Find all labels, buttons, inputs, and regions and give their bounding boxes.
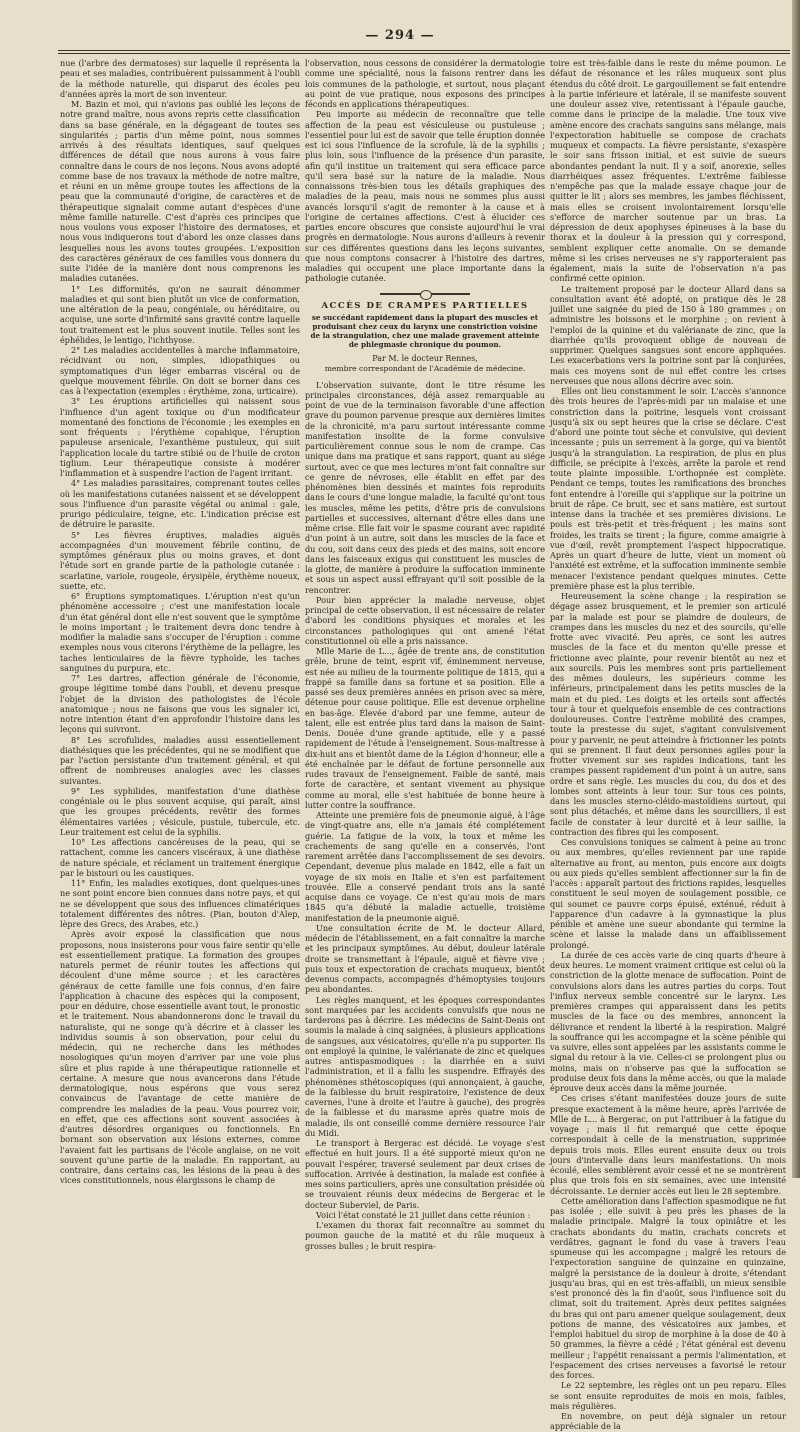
paragraph: nue (l'arbre des dermatoses) sur laquelle il représenta la peau et ses maladies, contribuèrent puissamment à l'oubli de la méthode naturelle, qui disparut des écoles peu d'années après la mort de son inventeur. — [60, 58, 300, 99]
paragraph: Atteinte une première fois de pneumonie aiguë, à l'âge de vingt-quatre ans, elle n'a jamais été complétement guérie. La fatigue de la voix, la toux et même les crachements de sang qu'elle en a conservés, l'ont rarement arrêtée dans l'accomplissement de ses devoirs. Cependant, devenue plus malade en 1842, elle a fait un voyage de six mois en Italie et s'en est parfaitement trouvée. Elle a conservé pendant trois ans la santé acquise dans ce voyage. Ce n'est qu'au mois de mars 1845 qu'a débuté la maladie actuelle, troisième manifestation de la pneumonie aiguë. — [305, 810, 545, 923]
paragraph: 1° Les difformités, qu'on ne saurait dénommer maladies et qui sont bien plutôt un vice de conformation, une altération de la peau, congéniale, ou héréditaire, ou acquise, une sorte d'infirmité sans gravité contre laquelle tout traitement est le plus souvent inutile. Telles sont les éphélides, le lentigo, l'ichthyose. — [60, 283, 300, 345]
paragraph: 4° Les maladies parasitaires, comprenant toutes celles où les manifestations cutanées naissent et se développent sous l'influence d'un parasite végétal ou animal : gale, prurigo pédiculaire, teigne, etc. L'indication précise est de détruire le parasite. — [60, 478, 300, 530]
paragraph: 11° Enfin, les maladies exotiques, dont quelques-unes ne sont point encore bien connues dans notre pays, et qui ne se développent que sous des influences climatériques totalement différentes des nôtres. (Pian, bouton d'Alep, lèpre des Grecs, des Arabes, etc.) — [60, 878, 300, 929]
paragraph: 6° Éruptions symptomatiques. L'éruption n'est qu'un phénomène accessoire ; c'est une manifestation locale d'un état général dont elle n'est souvent que le symptôme le moins important ; le traitement devra donc tendre à modifier la maladie sans s'occuper de l'éruption : comme exemples nous vous citerons l'érythème de la pellagre, les taches lenticulaires de la fièvre typhoïde, les taches sanguines du purpura, etc. — [60, 591, 300, 673]
article-author: Par M. le docteur Rennes, — [372, 354, 478, 363]
column-middle — [305, 58, 545, 1251]
paragraph: La durée de ces accès varie de cinq quarts d'heure à deux heures. Le moment vraiment critique est celui où la constriction de la glotte menace de suffocation. Point de convulsions alors dans les autres parties du corps. Tout l'influx nerveux semble concentré sur le larynx. Les premières crampes qui apparaissent dans les petits muscles de la face ou des membres, annoncent la délivrance et rendent la liberté à la respiration. Malgré la souffrance qui les accompagne et la scène pénible qui va suivre, elles sont appelées par les assistants comme le signal du retour à la vie. Celles-ci se prolongent plus ou moins, mais on n'observe pas que la suffocation se produise deux fois dans la même accès, ou que la malade éprouve deux accès dans la même journée. — [550, 949, 786, 1093]
paragraph: Les règles manquent, et les époques correspondantes sont marquées par les accidents convulsifs que nous ne tarderons pas à décrire. Les médecins de Saint-Denis ont soumis la malade à cinq saignées, à plusieurs applications de sangsues, aux vésicatoires, qu'elle n'a pu supporter. Ils ont employé la quinine, le valérianate de zinc et quelques autres antispasmodiques : la diarrhée en a suivi l'administration, et il a fallu les suspendre. Effrayés des phénomènes sthétoscopiques (qui annonçaient, à gauche, de la faiblesse du bruit respiratoire, l'existence de deux cavernes, l'une à droite et l'autre à gauche), des progrès de la faiblesse et du marasme après quatre mois de maladie, ils ont conseillé comme dernière ressource l'air du Midi. — [305, 994, 545, 1138]
paragraph: 2° Les maladies accidentelles à marche inflammatoire, récidivant ou non, simples, idiopathiques ou symptomatiques d'un léger embarras viscéral ou de quelque mouvement fébrile. On doit se borner dans ces cas à l'expectation (exemples : érythème, zona, urticaire). — [60, 345, 300, 396]
paragraph: l'observation, nous cessons de considérer la dermatologie comme une spécialité, nous la faisons rentrer dans les lois communes de la pathologie, et surtout, nous plaçant au point de vue pratique, nous exposons des principes féconds en applications thérapeutiques. — [305, 58, 545, 109]
paragraph: Après avoir exposé la classification que nous proposons, nous insisterons pour vous faire sentir qu'elle est essentiellement pratique. La formation des groupes naturels permet de réunir toutes les affections qui découlent d'une même source ; et les caractères généraux de cette famille une fois connus, d'en faire l'application à chacune des espèces qui la composent, pour en déduire, chose essentielle avant tout, le pronostic et le traitement. Nous abandonnerons donc le travail du naturaliste, qui ne songe qu'à décrire et à classer les individus soumis à son observation, pour celui du médecin, qui ne recherche dans les méthodes nosologiques qu'un moyen d'arriver par une voie plus sûre et plus rapide à une thérapeutique rationnelle et certaine. A mesure que nous avancerons dans l'étude dermatologique, nous espérons que vous serez convaincus de l'avantage de cette manière de comprendre les maladies de la peau. Vous pourrez voir, en effet, que ces affections sont souvent associées à d'autres désordres organiques ou fonctionnels. En bornant son observation aux lésions externes, comme l'avaient fait les partisans de l'école anglaise, on ne voit souvent qu'une partie de la maladie. En rapportant, au contraire, dans certains cas, les lésions de la peau à des vices constitutionnels, nous élargissons le champ de — [60, 929, 300, 1186]
paragraph: Le traitement proposé par le docteur Allard dans sa consultation avant été adopté, on pratique dès le 28 juillet une saignée du pied de 150 à 180 grammes ; on administre les boissons et le morphine ; on revient à l'emploi de la quinine et du valérianate de zinc, que la diarrhée qu'ils provoquent oblige de nouveau de supprimer. Quelques sangsues sont encore appliquées. Les exacerbations vers la poitrine sont par là conjurées, mais ces moyens sont de nul effet contre les crises nerveuses que nous allons décrire avec soin. — [550, 283, 786, 386]
column-right — [550, 58, 786, 1432]
paragraph: Elles ont lieu constamment le soir. L'accès s'annonce dès trois heures de l'après-midi par un malaise et une constriction dans la poitrine, lesquels vont croissant jusqu'à six ou sept heures que la crise se déclare. C'est d'abord une pointe tout sèche et convulsive, qui devient incessante ; puis un serrement à la gorge, qui va bientôt jusqu'à la strangulation. La respiration, de plus en plus difficile, se précipite à l'excès, arrête la parole et rend toute plainte impossible. L'orthopnée est complète. Pendant ce temps, toutes les ramifications des bronches font entendre à l'oreille qui s'applique sur la poitrine un bruit de râpe. Ce bruit, sec et sans matière, est surtout intense dans la trachée et ses premières divisions. Le pouls est très-petit et très-fréquent ; les mains sont froides, les traits se tirent ; la figure, comme amaigrie à vue d'œil, revêt promptement l'aspect hippocratique. Après un quart d'heure de lutte, vient un moment où l'anxiété est extrême, et la suffocation imminente semble menacer l'existence pendant quelques minutes. Cette première phase est la plus terrible. — [550, 386, 786, 591]
paragraph: Mlle Marie de L..., âgée de trente ans, de constitution grêle, brune de teint, esprit vif, éminemment nerveuse, est née au milieu de la tourmente politique de 1815, qui a frappé sa famille dans sa fortune et sa position. Elle a passé ses deux premières années en prison avec sa mère, détenue pour cause politique. Elle est devenue orpheline en bas-âge. Élevée d'abord par une femme, auteur de talent, elle est entrée plus tard dans la maison de Saint-Denis. Douée d'une grande aptitude, elle y a passé rapidement de l'étude à l'enseignement. Sous-maîtresse à dix-huit ans et bientôt dame de la Légion d'honneur, elle a été enchaînée par le défaut de fortune personnelle aux rudes travaux de l'enseignement. Faible de santé, mais forte de caractère, et sentant vivement au physique comme au moral, elle s'est habituée de bonne heure à lutter contre la souffrance. — [305, 646, 545, 810]
paragraph: Ces convulsions toniques se calment à peine au tronc ou aux membres, qu'elles reviennent par une rapide alternative au front, au menton, puis encore aux doigts ou aux pieds qu'elles semblent affectionner sur la fin de l'accès : apparaît partout des frictions rapides, lesquelles constituent le seul moyen de soulagement possible, ce qui soumet ce pauvre corps épuisé, exténué, réduit à l'apparence d'un cadavre à la gymnastique la plus pénible et amène une sueur abondante qui termine la scène et laisse la malade dans un affaiblissement prolongé. — [550, 837, 786, 950]
paragraph: 8° Les scrofulides, maladies aussi essentiellement diathésiques que les précédentes, qui ne se modifient que par l'action persistante d'un traitement général, et qui offrent de nombreuses analogies avec les classes suivantes. — [60, 734, 300, 786]
paragraph: En novembre, on peut déjà signaler un retour appréciable de la — [550, 1411, 786, 1432]
paragraph: L'examen du thorax fait reconnaître au sommet du poumon gauche de la matité et du râle muqueux à grosses bulles ; le bruit respira- — [305, 1220, 545, 1251]
paragraph: Une consultation écrite de M. le docteur Allard, médecin de l'établissement, en a fait connaître la marche et les principaux symptômes. Au début, douleur latérale droite se transmettant à l'épaule, aiguë et fièvre vive ; puis toux et expectoration de crachats muqueux, bientôt devenus compacts, accompagnés d'hémoptysies toujours peu abondantes. — [305, 922, 545, 995]
column-left — [60, 58, 300, 1186]
header-rule — [58, 50, 790, 51]
paragraph: 5° Les fièvres éruptives, maladies aiguës accompagnées d'un mouvement fébrile continu, de symptômes généraux plus ou moins graves, et dont l'étude sort en grande partie de la pathologie cutanée : scarlatine, variole, rougeole, érysipèle, érythème noueux, suette, etc. — [60, 529, 300, 591]
paragraph: toire est très-faible dans le reste du même poumon. Le défaut de résonance et les râles muqueux sont plus étendus du côté droit. Le gargouillement se fait entendre à la partie inférieure et latérale, il se manifeste souvent une douleur assez vive, retentissant à l'épaule gauche, comme dans le principe de la maladie. Une toux vive amène encore des crachats sanguins sans mélange, mais l'expectoration habituelle se compose de crachats muqueux et compacts. La fièvre persistante, s'exaspère le soir sans frisson initial, et est suivie de sueurs abondantes pendant la nuit. Il y a soif, anorexie, selles diarrhéiques assez fréquentes. L'extrême faiblesse n'empêche pas que la malade essaye chaque jour de quitter le lit ; alors ses membres, les jambes fléchissent, mais elles se croisent involontairement lorsqu'elle s'efforce de marcher soutenue par un bras. La dépression de deux apophyses épineuses à la base du thorax et la douleur à la pression qui y correspond, semblent expliquer cette anomalie. On se demande même si les crises nerveuses ne s'y rapporteraient pas également, mais la suite de l'observation n'a pas confirmé cette opinion. — [550, 58, 786, 284]
page-number: — 294 — — [365, 28, 435, 43]
paragraph: Heureusement la scène change ; la respiration se dégage assez brusquement, et le premier son articulé par la malade est pour se plaindre de douleurs, de crampes dans les muscles du nez et des sourcils, qu'elle frotte avec vivacité. Peu après, ce sont les autres muscles de la face et du menton qu'elle presse et frictionne avec plainte, pour revenir bientôt au nez et aux sourcils. Puis les membres sont pris partiellement des mêmes douleurs, les supérieurs comme les inférieurs, principalement dans les petits muscles de la main et du pied. Les doigts et les orteils sont affectés tour à tour et quelquefois ensemble de ces contractions douloureuses. Contre l'extrême mobilité des crampes, toute la prestesse du sujet, s'agitant convulsivement pour y parvenir, ne peut atteindre à frictionner les points qui se prennent. Il faut deux personnes agiles pour la frotter vivement sur ses rapides indications, tant les crampes passent rapidement d'un point à un autre, sans ordre et sans règle. Les muscles du cou, du dos et des lombes sont atteints à leur tour. Sur tous ces points, dans les muscles sterno-cléido-mastoïdiens surtout, qui sont plus détachés, et même dans les sourcilliers, il est facile de constater à leur durcité et à leur saillie, la contraction des fibres qui les composent. — [550, 591, 786, 837]
paragraph: Ces crises s'étant manifestées douze jours de suite presque exactement à la même heure, après l'arrivée de Mlle de L... à Bergerac, on put l'attribuer à la fatigue du voyage ; mais il fut remarqué que cette époque correspondait à celle de la menstruation, supprimée depuis trois mois. Elles eurent ensuite deux ou trois jours d'intervalle dans leurs manifestations. Un mois écoulé, elles semblèrent avoir cessé et ne se montrèrent plus que trois fois en six semaines, avec une intensité décroissante. Le dernier accès eut lieu le 28 septembre. — [550, 1093, 786, 1196]
paragraph: Le transport à Bergerac est décidé. Le voyage s'est effectué en huit jours. Il a été supporté mieux qu'on ne pouvait l'espérer, traversé seulement par deux crises de suffocation. Arrivée à destination, la malade est confiée à mes soins particuliers, après une consultation présidée où se trouvaient réunis deux médecins de Bergerac et le docteur Suberviel, de Paris. — [305, 1138, 545, 1210]
article-author-role: membre correspondant de l'Académie de médecine. — [324, 364, 526, 374]
article-title: ACCÈS DE CRAMPES PARTIELLES — [321, 300, 529, 311]
paragraph: 7° Les dartres, affection générale de l'économie, groupe légitime tombé dans l'oubli, et devenu presque l'objet de la division des pathologistes de l'école anatomique ; nous ne faisons que vous les signaler ici, notre intention étant d'en approfondir l'histoire dans les leçons qui suivront. — [60, 673, 300, 735]
paragraph: L'observation suivante, dont le titre résume les principales circonstances, déjà assez remarquable au point de vue de la terminaison favorable d'une affection grave du poumon parvenue presque aux dernières limites de la chronicité, m'a paru surtout intéressante comme manifestation insolite de la forme convulsive particulièrement connue sous le nom de crampe. Cas unique dans ma pratique et sans rapport, quant au siége surtout, avec ce que mes lectures m'ont fait connaître sur ce genre de névroses, elle établit en effet par des phénomènes bien dessinés et maintes fois reproduits dans le cours d'une longue maladie, la faculté qu'ont tous les muscles, même les petits, d'être pris de convulsions partielles et successives, alternant d'être elles dans une même crise. Elle fait voir le spasme courant avec rapidité d'un point à un autre, soit dans les muscles de la face et du cou, soit dans ceux des pieds et des mains, soit encore dans les faisceaux exigus qui constituent les muscles de la glotte, de manière à produire la suffocation imminente et sous un aspect aussi effrayant qu'il soit possible de la rencontrer. — [305, 379, 545, 595]
paragraph: Cette amélioration dans l'affection spasmodique ne fut pas isolée ; elle suivit à peu près les phases de la maladie principale. Malgré la toux opiniâtre et les crachats abondants du matin, crachats concrets et verdâtres, gagnant le fond du vase à travers l'eau spumeuse qui les accompagne ; malgré les retours de l'expectoration sanguine de quinzaine en quinzaine, malgré la persistance de la douleur à droite, s'étendant jusqu'au bras, qui en est très-affaibli, un mieux sensible s'est prononcé dès la fin d'août, sous l'influence soit du climat, soit du traitement. Après deux petites saignées du bras qui ont paru amener quelque soulagement, deux potions de manne, des vésicatoires aux jambes, et l'emploi habituel du sirop de morphine à la dose de 40 à 50 grammes, la fièvre a cédé ; l'état général est devenu meilleur ; l'appétit renaissant a permis l'alimentation, et l'espacement des crises nerveuses a favorisé le retour des forces. — [550, 1195, 786, 1380]
paragraph: M. Bazin et moi, qui n'avions pas oublié les leçons de notre grand maître, nous avons repris cette classification dans sa base générale, en la dégageant de toutes ses singularités ; partis d'un même point, nous sommes arrivés à des résultats identiques, sauf quelques différences de détail que nous aurons à vous faire connaître dans le cours de nos leçons. Nous avons adopté comme base de nos travaux la méthode de notre maître, et réuni en un même groupe toutes les affections de la peau que la communauté d'origine, de caractères et de thérapeutique signalait comme autant d'espèces d'une même famille naturelle. C'est d'après ces principes que nous voulons vous exposer l'histoire des dermatoses, et nous vous indiquerons tout d'abord les onze classes dans lesquelles nous les avons toutes groupées. L'exposition des caractères généraux de ces familles vous donnera du suite l'idée de la manière dont nous comprenons les maladies cutanées. — [60, 99, 300, 284]
header-rule-thin — [58, 53, 790, 54]
page-binding-edge — [792, 0, 800, 1178]
paragraph: Le 22 septembre, les règles ont un peu reparu. Elles se sont ensuite reproduites de mois en mois, faibles, mais régulières. — [550, 1380, 786, 1411]
paragraph: 9° Les syphilides, manifestation d'une diathèse congéniale ou le plus souvent acquise, qui paraît, ainsi que les groupes précédents, revêtir des formes élémentaires variées ; vésicule, pustule, tubercule, etc. Leur traitement est celui de la syphilis. — [60, 785, 300, 837]
section-ornament — [305, 287, 545, 297]
paragraph: 10° Les affections cancéreuses de la peau, qui se rattachent, comme les cancers viscéraux, à une diathèse de nature spéciale, et réclament un traitement énergique par le bistouri ou les caustiques. — [60, 837, 300, 878]
paragraph: Peu importe au médecin de reconnaître que telle affection de la peau est vésiculeuse ou pustuleuse ; l'essentiel pour lui est de savoir que telle éruption donnée est ici sous l'influence de la scrofule, là de la syphilis ; plus loin, sous l'influence de la présence d'un parasite, afin qu'il institue un traitement qui sera efficace parce qu'il sera basé sur la nature de la maladie. Nous connaissons très-bien tous les détails graphiques des maladies de la peau, mais nous ne sommes plus aussi avancés lorsqu'il s'agit de remonter à la cause et à l'origine de certaines affections. C'est à élucider ces parties encore obscures que consiste aujourd'hui le vrai progrès en dermatologie. Nous aurons d'ailleurs à revenir sur ces différentes questions dans les leçons suivantes, que nous comptons consacrer à l'histoire des dartres, maladies qui occupent une place importante dans la pathologie cutanée. — [305, 109, 545, 284]
paragraph: Voici l'état constaté le 21 juillet dans cette réunion : — [316, 1209, 531, 1220]
paragraph: 3° Les éruptions artificielles qui naissent sous l'influence d'un agent toxique ou d'un modificateur momentané des fonctions de l'économie ; les exemples en sont fréquents : l'érythème copahique, l'éruption papuleuse arsenicale, l'exanthème pustuleux, qui suit l'application locale du tartre stibié ou de l'huile de croton tiglium. Leur thérapeutique consiste à modérer l'inflammation et à suspendre l'action de l'agent irritant. — [60, 396, 300, 478]
article-subtitle: se succédant rapidement dans la plupart des muscles et produisant chez ceux du larynx une constriction voisine de la strangulation, chez une malade gravement atteinte de phlegmasie chronique du poumon. — [310, 313, 540, 349]
paragraph: Pour bien apprécier la maladie nerveuse, objet principal de cette observation, il est nécessaire de relater d'abord les conditions physiques et morales et les circonstances pathologiques qui ont amené l'état constitutionnel où elle a pris naissance. — [305, 594, 545, 646]
